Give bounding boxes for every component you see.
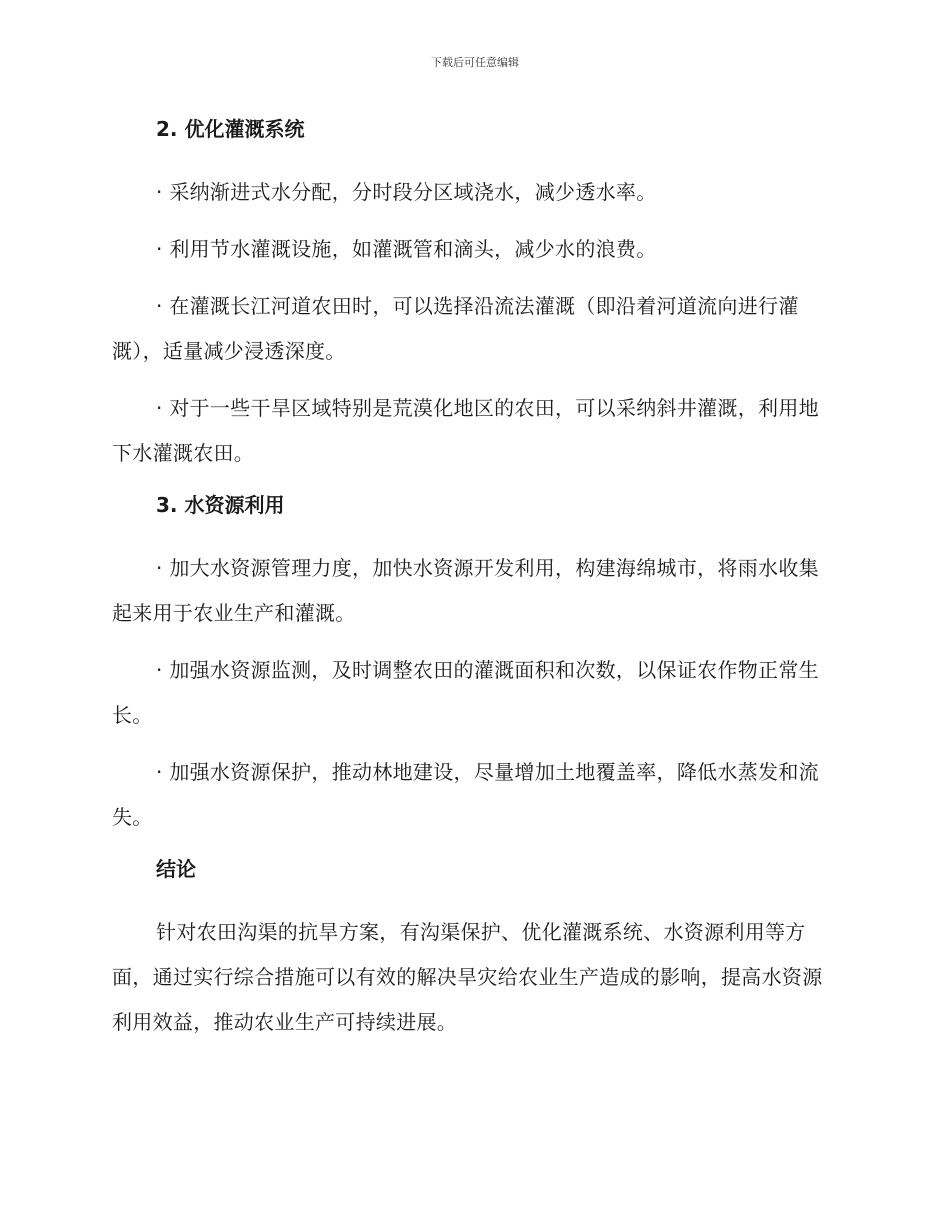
- conclusion-paragraph: 针对农田沟渠的抗旱方案，有沟渠保护、优化灌溉系统、水资源利用等方面，通过实行综合措施可以有效的解决旱灾给农业生产造成的影响，提高水资源利用效益，推动农业生产可持续进展。: [112, 920, 823, 1034]
- bullet-paragraph: · 加强水资源保护，推动林地建设，尽量增加土地覆盖率，降低水蒸发和流失。: [112, 760, 819, 829]
- section-heading-water-resources: 3. 水资源利用: [156, 493, 285, 517]
- bullet-paragraph: · 加大水资源管理力度，加快水资源开发利用，构建海绵城市，将雨水收集起来用于农业生产和灌溉。: [112, 556, 819, 625]
- bullet-paragraph: · 采纳渐进式水分配，分时段分区域浇水，减少透水率。: [156, 180, 657, 204]
- bullet-paragraph: · 在灌溉长江河道农田时，可以选择沿流法灌溉（即沿着河道流向进行灌溉），适量减少浸透深度。: [112, 294, 799, 363]
- bullet-paragraph: · 对于一些干旱区域特别是荒漠化地区的农田，可以采纳斜井灌溉，利用地下水灌溉农田。: [112, 396, 819, 465]
- section-heading-irrigation: 2. 优化灌溉系统: [156, 117, 305, 141]
- bullet-paragraph: · 加强水资源监测，及时调整农田的灌溉面积和次数，以保证农作物正常生长。: [112, 658, 819, 727]
- page-header-note: 下载后可任意编辑: [431, 56, 519, 69]
- document-body: [112, 112, 828, 1057]
- section-heading-conclusion: 结论: [156, 857, 196, 881]
- bullet-paragraph: · 利用节水灌溉设施，如灌溉管和滴头，减少水的浪费。: [156, 237, 657, 261]
